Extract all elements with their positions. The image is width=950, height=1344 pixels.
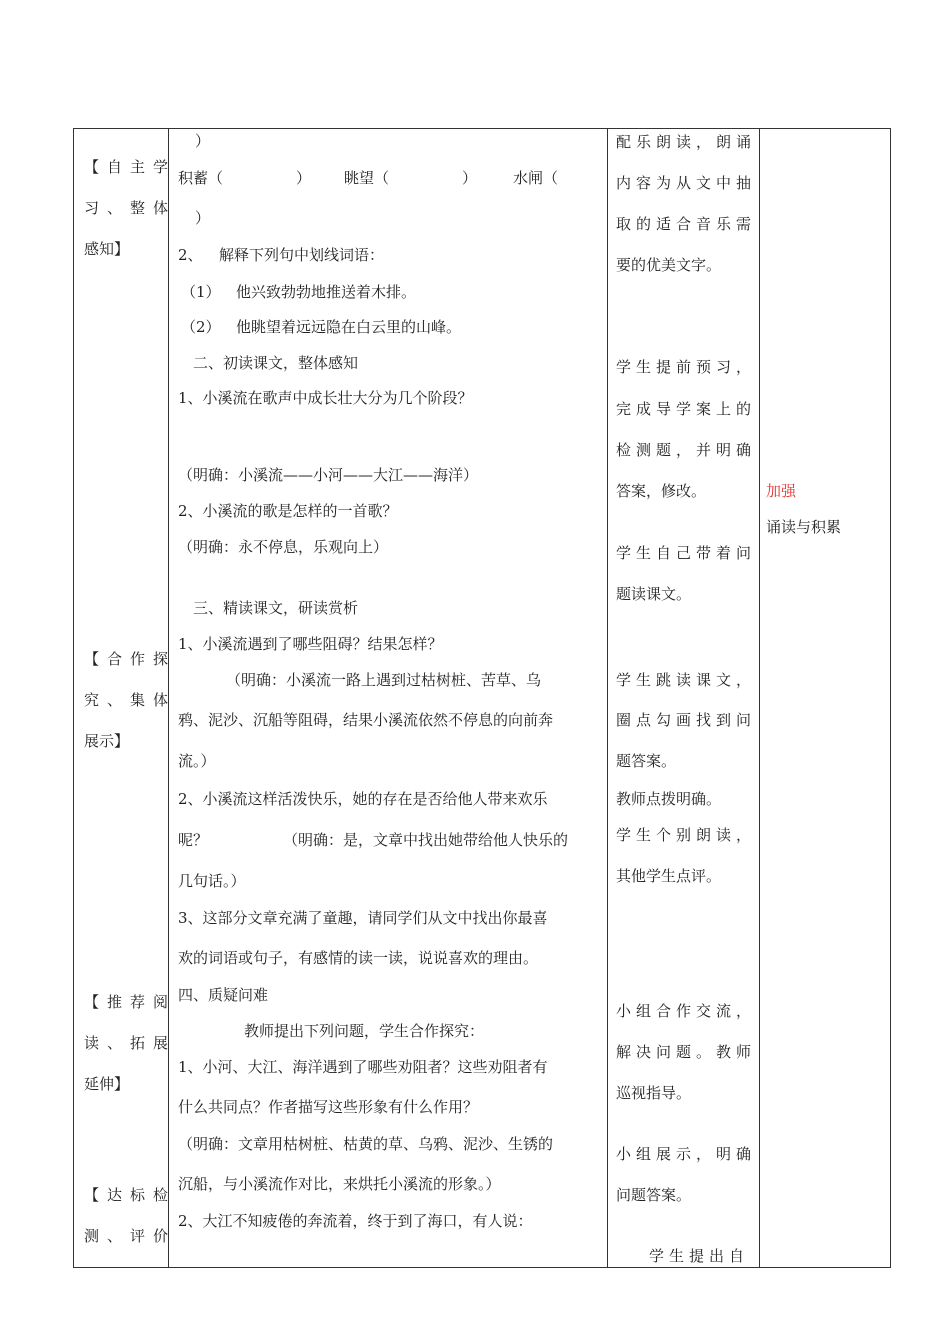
content-line: 2、大江不知疲倦的奔流着，终于到了海口，有人说： — [178, 1212, 533, 1230]
content-line: ） — [195, 209, 211, 227]
activity-line: 内容为从文中抽 — [616, 174, 757, 192]
activity-line: 巡视指导。 — [616, 1084, 692, 1102]
activity-line: 小组展示，明确 — [616, 1145, 757, 1163]
activity-line: 题答案。 — [616, 752, 677, 770]
content-line: 四、质疑问难 — [178, 986, 269, 1004]
content-line: ） — [195, 132, 211, 150]
activity-line: 配乐朗读，朗诵 — [616, 133, 757, 151]
content-line: 1、小溪流在歌声中成长壮大分为几个阶段？ — [178, 389, 473, 407]
activity-line: 教师点拨明确。 — [616, 790, 722, 808]
activity-line: 学生跳读课文， — [616, 671, 757, 689]
activity-line: 小组合作交流， — [616, 1002, 757, 1020]
activity-line: 要的优美文字。 — [616, 256, 722, 274]
activity-line: 检测题，并明确 — [616, 441, 757, 459]
activity-line: 其他学生点评。 — [616, 867, 722, 885]
activity-line: 解决问题。教师 — [616, 1043, 757, 1061]
activity-line: 学生提出自 — [649, 1247, 750, 1265]
activity-line: 答案，修改。 — [616, 482, 707, 500]
section-heading: 【达标检 — [84, 1186, 177, 1204]
content-line: （明确：文章用枯树桩、枯黄的草、乌鸦、泥沙、生锈的 — [178, 1135, 554, 1153]
content-line: 他兴致勃勃地推送着木排。 — [236, 283, 417, 301]
content-line: 欢的词语或句子，有感情的读一读，说说喜欢的理由。 — [178, 949, 539, 967]
content-line: 流。） — [178, 752, 216, 770]
content-line: （2） — [181, 318, 221, 336]
note-text: 诵读与积累 — [766, 518, 842, 536]
content-line: 2、小溪流这样活泼快乐，她的存在是否给他人带来欢乐 — [178, 790, 548, 808]
content-line: 教师提出下列问题，学生合作探究： — [244, 1022, 485, 1040]
content-line: 解释下列句中划线词语： — [219, 246, 385, 264]
content-line: 什么共同点？作者描写这些形象有什么作用？ — [178, 1098, 479, 1116]
content-line: （1） — [181, 283, 221, 301]
section-heading: 读、拓展 — [84, 1034, 177, 1052]
column-divider-2 — [607, 129, 608, 1267]
section-heading: 习、整体 — [84, 199, 177, 217]
content-line: 鸦、泥沙、沉船等阻碍，结果小溪流依然不停息的向前奔 — [178, 711, 554, 729]
content-line: 水闸（ — [513, 169, 559, 187]
content-line: （明确：永不停息，乐观向上） — [178, 538, 389, 556]
content-line: 1、小溪流遇到了哪些阻碍？结果怎样？ — [178, 635, 443, 653]
content-line: 2、小溪流的歌是怎样的一首歌？ — [178, 502, 398, 520]
column-divider-3 — [759, 129, 760, 1267]
content-line: ） — [462, 169, 478, 187]
content-line: （明确：小溪流——小河——大江——海洋） — [178, 466, 479, 484]
content-line: 二、初读课文，整体感知 — [193, 354, 359, 372]
section-heading: 【合作探 — [84, 650, 177, 668]
content-line: 1、小河、大江、海洋遇到了哪些劝阻者？这些劝阻者有 — [178, 1058, 548, 1076]
content-line: （明确：小溪流一路上遇到过枯树桩、苦草、乌 — [226, 671, 542, 689]
section-heading: 【自主学 — [84, 158, 177, 176]
content-line: 几句话。） — [178, 872, 246, 890]
section-heading: 感知】 — [84, 240, 130, 258]
note-emphasis: 加强 — [766, 482, 797, 500]
activity-line: 完成导学案上的 — [616, 400, 757, 418]
section-heading: 延伸】 — [84, 1075, 130, 1093]
section-heading: 测、评价 — [84, 1227, 177, 1245]
section-heading: 【推荐阅 — [84, 993, 177, 1011]
section-heading: 究、集体 — [84, 691, 177, 709]
content-line: 他眺望着远远隐在白云里的山峰。 — [236, 318, 462, 336]
activity-line: 圈点勾画找到问 — [616, 711, 757, 729]
content-line: 3、这部分文章充满了童趣，请同学们从文中找出你最喜 — [178, 909, 548, 927]
content-line: 沉船，与小溪流作对比，来烘托小溪流的形象。） — [178, 1175, 501, 1193]
activity-line: 取的适合音乐需 — [616, 215, 757, 233]
activity-line: 学生自己带着问 — [616, 544, 757, 562]
content-line: 2、 — [178, 246, 203, 264]
activity-line: 题读课文。 — [616, 585, 692, 603]
activity-line: 学生个别朗读， — [616, 826, 757, 844]
content-line: （明确：是，文章中找出她带给他人快乐的 — [283, 831, 569, 849]
content-line: 眺望（ — [344, 169, 390, 187]
activity-line: 问题答案。 — [616, 1186, 692, 1204]
activity-line: 学生提前预习， — [616, 358, 757, 376]
section-heading: 展示】 — [84, 732, 130, 750]
content-line: 三、精读课文，研读赏析 — [193, 599, 359, 617]
content-line: ） — [296, 169, 312, 187]
content-line: 积蓄（ — [178, 169, 224, 187]
content-line: 呢？ — [178, 831, 209, 849]
